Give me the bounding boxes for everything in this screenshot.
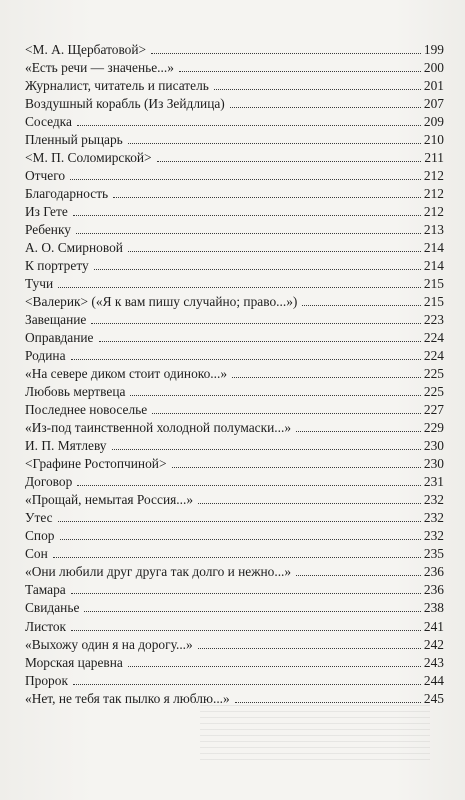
toc-entry-title: Тамара xyxy=(25,582,66,598)
toc-entry-page-number: 201 xyxy=(423,78,444,94)
toc-entry xyxy=(25,131,444,149)
toc-entry xyxy=(25,401,444,419)
dot-leader xyxy=(76,233,421,234)
dot-leader xyxy=(157,161,421,162)
toc-entry xyxy=(25,95,444,113)
toc-entry-page-number: 224 xyxy=(423,330,444,346)
toc-entry xyxy=(25,329,444,347)
toc-entry-page-number: 232 xyxy=(423,492,444,508)
toc-entry-title: Воздушный корабль (Из Зейдлица) xyxy=(25,96,225,112)
toc-entry xyxy=(25,149,444,167)
toc-entry-title: Благодарность xyxy=(25,186,109,202)
dot-leader xyxy=(172,467,421,468)
toc-entry-title: «Выхожу один я на дорогу...» xyxy=(25,636,193,652)
dot-leader xyxy=(77,485,421,486)
toc-entry xyxy=(25,437,444,455)
toc-entry-page-number: 211 xyxy=(424,150,444,166)
toc-entry-title: Журналист, читатель и писатель xyxy=(25,78,209,94)
dot-leader xyxy=(71,630,421,631)
toc-entry-page-number: 238 xyxy=(423,600,444,616)
toc-entry xyxy=(25,581,444,599)
toc-entry-page-number: 213 xyxy=(423,222,444,238)
dot-leader xyxy=(113,197,421,198)
toc-entry-title: Завещание xyxy=(25,312,87,328)
toc-entry-title: Любовь мертвеца xyxy=(25,384,126,400)
toc-entry-page-number: 214 xyxy=(423,240,444,256)
toc-entry-title: Свиданье xyxy=(25,600,80,616)
toc-entry-page-number: 236 xyxy=(423,582,444,598)
toc-entry-page-number: 207 xyxy=(423,96,444,112)
toc-entry xyxy=(25,347,444,365)
dot-leader xyxy=(128,251,421,252)
toc-entry-page-number: 214 xyxy=(423,258,444,274)
toc-entry xyxy=(25,239,444,257)
toc-entry xyxy=(25,672,444,690)
toc-entry-title: Ребенку xyxy=(25,222,71,238)
toc-entry-title: «Нет, не тебя так пылко я люблю...» xyxy=(25,690,230,706)
toc-entry xyxy=(25,618,444,636)
toc-entry-page-number: 225 xyxy=(423,384,444,400)
toc-entry xyxy=(25,690,444,708)
dot-leader xyxy=(130,395,420,396)
toc-entry-title: Листок xyxy=(25,618,67,634)
toc-entry-title: Тучи xyxy=(25,276,54,292)
dot-leader xyxy=(77,125,421,126)
dot-leader xyxy=(84,611,421,612)
toc-entry-page-number: 232 xyxy=(423,510,444,526)
toc-entry-title: «Есть речи — значенье...» xyxy=(25,60,174,76)
toc-entry-page-number: 215 xyxy=(423,294,444,310)
toc-entry xyxy=(25,113,444,131)
dot-leader xyxy=(128,143,421,144)
dot-leader xyxy=(70,179,421,180)
dot-leader xyxy=(99,341,421,342)
toc-entry-page-number: 241 xyxy=(423,618,444,634)
toc-entry-page-number: 235 xyxy=(423,546,444,562)
toc-entry-page-number: 231 xyxy=(423,474,444,490)
dot-leader xyxy=(302,305,421,306)
dot-leader xyxy=(94,269,421,270)
dot-leader xyxy=(71,593,421,594)
toc-entry xyxy=(25,473,444,491)
toc-entry-title: <Графине Ростопчиной> xyxy=(25,456,167,472)
toc-entry xyxy=(25,311,444,329)
dot-leader xyxy=(112,449,421,450)
dot-leader xyxy=(58,287,421,288)
toc-entry-page-number: 210 xyxy=(423,132,444,148)
dot-leader xyxy=(73,684,421,685)
toc-entry-title: <М. А. Щербатовой> xyxy=(25,42,147,57)
toc-entry-title: Соседка xyxy=(25,114,72,130)
toc-entry-title: И. П. Мятлеву xyxy=(25,438,107,454)
toc-entry xyxy=(25,545,444,563)
toc-entry-page-number: 225 xyxy=(423,366,444,382)
toc-entry xyxy=(25,203,444,221)
toc-entry xyxy=(25,527,444,545)
toc-entry-title: Последнее новоселье xyxy=(25,402,148,418)
toc-entry-title: К портрету xyxy=(25,258,89,274)
toc-entry xyxy=(25,221,444,239)
toc-entry xyxy=(25,509,444,527)
dot-leader xyxy=(152,413,421,414)
toc-entry-title: «На севере диком стоит одиноко...» xyxy=(25,366,228,382)
toc-entry-page-number: 212 xyxy=(423,168,444,184)
toc-entry-page-number: 230 xyxy=(423,456,444,472)
dot-leader xyxy=(214,89,421,90)
dot-leader xyxy=(296,431,421,432)
dot-leader xyxy=(198,648,421,649)
toc-entry xyxy=(25,419,444,437)
toc-entry xyxy=(25,77,444,95)
dot-leader xyxy=(71,359,421,360)
dot-leader xyxy=(128,666,421,667)
toc-entry xyxy=(25,293,444,311)
toc-entry-title: Отчего xyxy=(25,168,66,184)
dot-leader xyxy=(232,377,421,378)
toc-entry-title: Утес xyxy=(25,510,53,526)
toc-entry xyxy=(25,654,444,672)
dot-leader xyxy=(296,575,421,576)
toc-entry-page-number: 212 xyxy=(423,186,444,202)
toc-entry-title: «Из-под таинственной холодной полумаски...» xyxy=(25,420,292,436)
toc-entry-page-number: 200 xyxy=(423,60,444,76)
toc-entry xyxy=(25,455,444,473)
toc-entry xyxy=(25,636,444,654)
toc-entry xyxy=(25,365,444,383)
toc-entry-page-number: 244 xyxy=(423,672,444,688)
toc-entry xyxy=(25,185,444,203)
dot-leader xyxy=(230,107,421,108)
dot-leader xyxy=(179,71,421,72)
toc-entry-page-number: 230 xyxy=(423,438,444,454)
toc-entry-page-number: 236 xyxy=(423,564,444,580)
toc-entry-page-number: 245 xyxy=(423,690,444,706)
show-through-texture xyxy=(200,700,430,760)
toc-entry-page-number: 224 xyxy=(423,348,444,364)
toc-entry xyxy=(25,491,444,509)
toc-entry-title: <Валерик> («Я к вам пишу случайно; право...») xyxy=(25,294,298,310)
toc-entry xyxy=(25,383,444,401)
toc-entry-page-number: 232 xyxy=(423,528,444,544)
toc-entry xyxy=(25,275,444,293)
toc-entry-title: Пленный рыцарь xyxy=(25,132,123,148)
toc-entry-page-number: 227 xyxy=(423,402,444,418)
toc-entry-title: Морская царевна xyxy=(25,654,123,670)
toc-entry-title: Из Гете xyxy=(25,204,68,220)
toc-entry-title: «Они любили друг друга так долго и нежно...» xyxy=(25,564,292,580)
toc-entry-title: <М. П. Соломирской> xyxy=(25,150,152,166)
toc-entry-title: Родина xyxy=(25,348,66,364)
toc-entry-title: Пророк xyxy=(25,672,68,688)
toc-entry-page-number: 243 xyxy=(423,654,444,670)
dot-leader xyxy=(91,323,421,324)
dot-leader xyxy=(198,503,421,504)
toc-entry xyxy=(25,41,444,59)
toc-entry-page-number: 223 xyxy=(423,312,444,328)
toc-entry-page-number: 212 xyxy=(423,204,444,220)
toc-entry xyxy=(25,599,444,617)
toc-entry-title: «Прощай, немытая Россия...» xyxy=(25,492,194,508)
dot-leader xyxy=(60,539,421,540)
table-of-contents xyxy=(25,41,444,708)
toc-entry xyxy=(25,59,444,77)
toc-entry xyxy=(25,257,444,275)
toc-entry-title: Договор xyxy=(25,474,73,490)
toc-entry-title: Сон xyxy=(25,546,48,562)
dot-leader xyxy=(58,521,421,522)
dot-leader xyxy=(73,215,421,216)
toc-entry-page-number: 215 xyxy=(423,276,444,292)
toc-entry-page-number: 229 xyxy=(423,420,444,436)
dot-leader xyxy=(235,702,421,703)
toc-entry-title: А. О. Смирновой xyxy=(25,240,123,256)
dot-leader xyxy=(53,557,421,558)
toc-entry-page-number: 242 xyxy=(423,636,444,652)
toc-entry-title: Спор xyxy=(25,528,55,544)
toc-entry-page-number: 199 xyxy=(423,42,444,57)
dot-leader xyxy=(151,53,421,54)
toc-entry-page-number: 209 xyxy=(423,114,444,130)
toc-entry-title: Оправдание xyxy=(25,330,94,346)
toc-entry xyxy=(25,167,444,185)
toc-entry xyxy=(25,563,444,581)
